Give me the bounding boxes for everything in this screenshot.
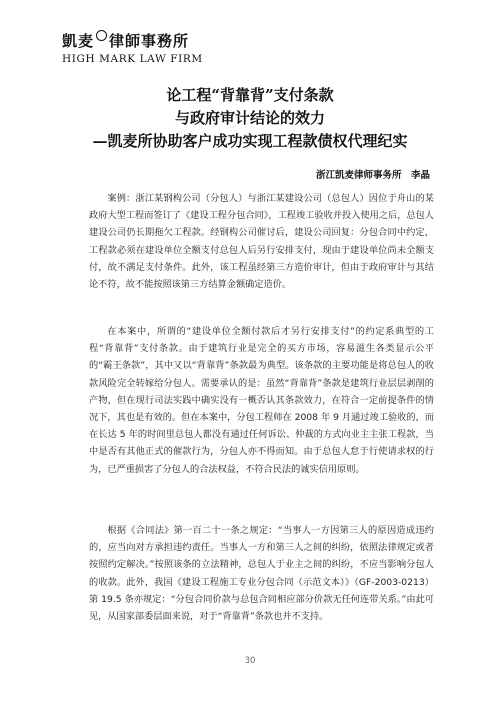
title-line-2: 与政府审计结论的效力 — [174, 109, 325, 127]
title-line-1: 论工程“背靠背”支付条款 — [166, 86, 334, 104]
title-line-3: —凯麦所协助客户成功实现工程款债权代理纪实 — [92, 132, 408, 150]
paragraph-case: 案例：浙江某钢构公司（分包人）与浙江某建设公司（总包人）因位于舟山的某政府大型工程而签订了《建设工程分包合同》，工程竣工验收并投入使用之后，总包人建设公司仍长期拖欠工程款。经钢构公司催讨后，建设公司回复：分包合同中约定，工程款必须在建设单位全额支付总包人后另行安排支付，现由于建设单位尚未全额支付，故不满足支付条件。此外，该工程虽经第三方造价审计，但由于政府审计与其结论不符，故不能按照该第三方结算金额确定造价。 — [89, 193, 434, 291]
firm-name-cn-suffix: 律師事務所 — [109, 32, 190, 50]
firm-name-en: HIGH MARK LAW FIRM — [62, 53, 203, 65]
firm-name-cn-prefix: 凱麦 — [62, 32, 95, 50]
paragraph-analysis: 在本案中，所谓的“建设单位全额付款后才另行安排支付”的约定系典型的工程“背靠背”支付条款。由于建筑行业是完全的买方市场，容易滋生各类显示公平的“霸王条款”，其中又以“背靠背”条款最为典型。该条款的主要功能是将总包人的收款风险完全转嫁给分包人。需要承认的是：虽然“背靠背”条款是建筑行业层层剥削的产物，但在现行司法实践中确实没有一概否认其条款效力，在符合一定前提条件的情况下，其也是有效的。但在本案中，分包工程师在 2008 年 9 月通过竣工验收的，而在长达 5 年的时间里总包人都没有通过任何诉讼、仲裁的方式向业主主张工程款，当中是否有其他正式的催款行为，分包人亦不得而知。由于总包人怠于行使请求权的行为，已严重损害了分包人的合法权益，不符合民法的诚实信用原则。 — [89, 326, 434, 475]
author-byline: 浙江凯麦律师事务所 李晶 — [315, 170, 430, 181]
circle-mark-icon — [96, 30, 107, 41]
body-section-2 — [89, 323, 434, 478]
article-title — [0, 84, 500, 153]
firm-name-cn — [62, 30, 203, 51]
page-number: 30 — [244, 656, 256, 666]
firm-header — [62, 30, 203, 65]
paragraph-legal-basis: 根据《合同法》第一百二十一条之规定：“当事人一方因第三人的原因造成违约的，应当向对方承担违约责任。当事人一方和第三人之间的纠纷，依照法律规定或者按照约定解决。”按照该条的立法精神，总包人于业主之间的纠纷，不应当影响分包人的收款。此外，我国《建设工程施工专业分包合同（示范文本）》（GF-2003-0213）第 19.5 条亦规定：“分包合同价款与总包合同相应部分价款无任何连带关系。”由此可见，从国家部委层面来说，对于“背靠背”条款也并不支持。 — [89, 525, 434, 623]
body-section-1 — [89, 190, 434, 293]
body-section-3 — [89, 522, 434, 625]
